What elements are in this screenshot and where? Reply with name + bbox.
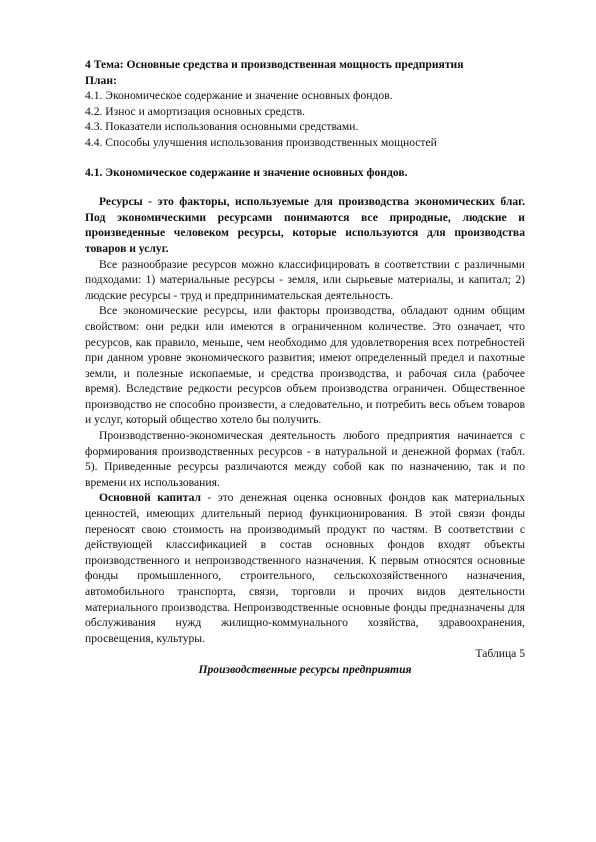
table-title: Производственные ресурсы предприятия [198, 662, 412, 676]
paragraph-production-activity: Производственно-экономическая деятельность любого предприятия начинается с формирования производственных ресурсов - в натуральной и денежной формах (табл. 5). Приведенные ресурсы различаются между собой как по назначению, так и по времени их использования. [85, 429, 525, 489]
paragraph-resources-classification: Все разнообразие ресурсов можно классифицировать в соответствии с различными подходами: 1) материальные ресурсы - земля, или сырьевые материалы, и капитал; 2) людские ресурсы - труд и предпринимательская деятельность. [85, 257, 525, 302]
topic-heading: 4 Тема: Основные средства и производственная мощность предприятия [85, 58, 464, 71]
paragraph-fixed-capital [85, 490, 525, 646]
plan-title: План: [85, 73, 117, 87]
page-content [85, 57, 525, 678]
paragraph-resources-scarcity: Все экономические ресурсы, или факторы производства, обладают одним общим свойством: они редки или имеются в ограниченном количестве. Это означает, что ресурсов, как правило, меньше, чем необходимо для удовлетворения всех потребностей при данном уровне экономического развития; имеют определенный предел и пахотные земли, и полезные ископаемые, и средства производства, и рабочая сила (рабочее время). Вследствие редкости ресурсов объем производства ограничен. Общественное производство не способно произвести, а следовательно, и потребить весь объем товаров и услуг, который общество хотело бы получить. [85, 304, 525, 427]
plan-item-1: 4.1. Экономическое содержание и значение основных фондов. [85, 89, 393, 103]
fixed-capital-term: Основной капитал [99, 491, 201, 505]
plan-item-4: 4.4. Способы улучшения использования производственных мощностей [85, 135, 437, 149]
section-title: 4.1. Экономическое содержание и значение основных фондов. [85, 165, 408, 179]
plan-item-3: 4.3. Показатели использования основными средствами. [85, 120, 359, 134]
fixed-capital-text: - это денежная оценка основных фондов как материальных ценностей, имеющих длительный период функционирования. В этой связи фонды переносят свою стоимость на производимый продукт по частям. В соответствии с действующей классификацией в состав основных фондов входят объекты производственного и непроизводственного назначения. К первым относятся основные фонды промышленного, строительного, сельскохозяйственного назначения, автомобильного транспорта, связи, торговли и прочих видов деятельности материального производства. Непроизводственные основные фонды предназначены для обслуживания нужд жилищно-коммунального хозяйства, здравоохранения, просвещения, культуры. [85, 491, 525, 645]
paragraph-resources-definition: Ресурсы - это факторы, используемые для производства экономических благ. Под экономическими ресурсами понимаются все природные, людские и произведенные человеком ресурсы, которые используются для производства товаров и услуг. [85, 195, 525, 255]
plan-block [85, 73, 525, 151]
table-number: Таблица 5 [475, 647, 525, 661]
plan-item-2: 4.2. Износ и амортизация основных средств. [85, 104, 306, 118]
